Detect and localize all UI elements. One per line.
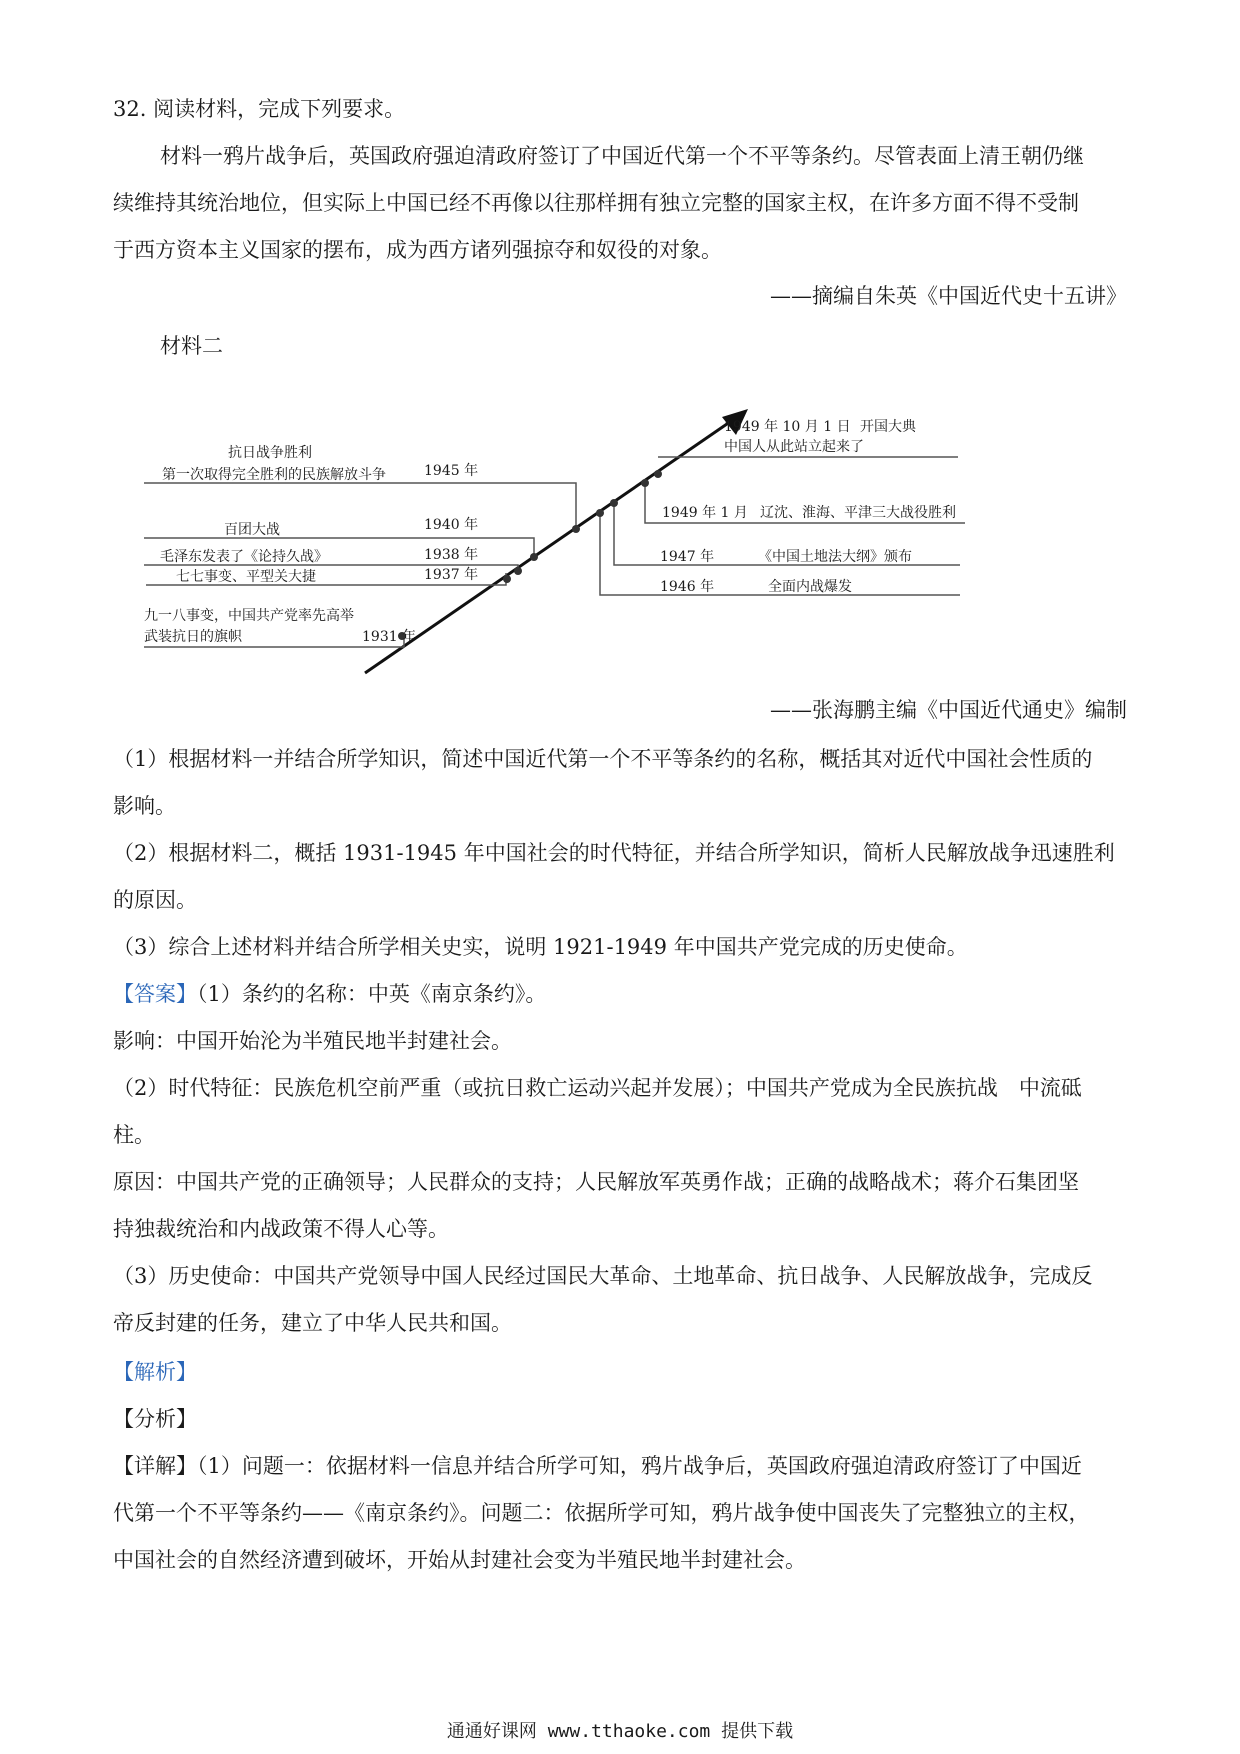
- answer-line: 影响：中国开始沦为半殖民地半封建社会。: [113, 1029, 512, 1053]
- event-1931-text: 武装抗日的旗帜: [144, 629, 242, 645]
- timeline-point-1937: [503, 575, 511, 583]
- prompt-line: （1）根据材料一并结合所学知识，简述中国近代第一个不平等条约的名称，概括其对近代中国社会性质的: [113, 747, 1093, 771]
- event-1945-year: 1945 年: [424, 463, 479, 479]
- event-1937-year: 1937 年: [424, 567, 479, 583]
- timeline-point-1946: [596, 509, 604, 517]
- event-1946-year: 1946 年: [660, 579, 715, 595]
- answer-line: 原因：中国共产党的正确领导；人民群众的支持；人民解放军英勇作战；正确的战略战术；蒋介石集团坚: [113, 1170, 1079, 1194]
- event-1946-text: 全面内战爆发: [768, 579, 852, 595]
- event-1947-year: 1947 年: [660, 549, 715, 565]
- event-1947-text: 《中国土地法大纲》颁布: [758, 549, 912, 565]
- detail-line: 代第一个不平等条约——《南京条约》。问题二：依据所学可知，鸦片战争使中国丧失了完整独立的主权，: [113, 1501, 1090, 1525]
- event-1945-text: 第一次取得完全胜利的民族解放斗争: [162, 467, 386, 483]
- page-footer: 通通好课网 www.tthaoke.com 提供下载: [446, 1721, 794, 1742]
- answer-line: （1）条约的名称：中英《南京条约》。: [197, 982, 547, 1006]
- analysis-fenxi: 【分析】: [113, 1407, 197, 1431]
- answer-line: 帝反封建的任务，建立了中华人民共和国。: [113, 1311, 512, 1335]
- material1-line: 续维持其统治地位，但实际上中国已经不再像以往那样拥有独立完整的国家主权，在许多方面不得不受制: [113, 191, 1079, 215]
- event-1949-10-year: 1949 年 10 月 1 日: [724, 419, 851, 435]
- event-1938-text: 毛泽东发表了《论持久战》: [160, 549, 328, 565]
- event-1931-text: 九一八事变，中国共产党率先高举: [144, 608, 354, 624]
- event-1949-1-text: 辽沈、淮海、平津三大战役胜利: [760, 505, 956, 521]
- prompt-line: （2）根据材料二，概括 1931-1945 年中国社会的时代特征，并结合所学知识，简析人民解放战争迅速胜利: [113, 841, 1115, 865]
- timeline-point-1945: [572, 525, 580, 533]
- timeline-point-1938: [514, 567, 522, 575]
- event-1945-text: 抗日战争胜利: [228, 445, 312, 461]
- answer-line: 持独裁统治和内战政策不得人心等。: [113, 1217, 449, 1241]
- answer-tag: 【答案】: [113, 982, 197, 1006]
- timeline-diagram: [140, 395, 970, 685]
- event-1940-text: 百团大战: [224, 522, 280, 538]
- answer-line: （2）时代特征：民族危机空前严重（或抗日救亡运动兴起并发展）；中国共产党成为全民族抗战 中流砥: [113, 1076, 1082, 1100]
- detail-line: （1）问题一：依据材料一信息并结合所学可知，鸦片战争后，英国政府强迫清政府签订了中国近: [197, 1454, 1082, 1478]
- analysis-tag: 【解析】: [113, 1360, 197, 1384]
- prompt-line: 影响。: [113, 794, 176, 818]
- bracket-1945: [144, 483, 576, 527]
- event-1949-10-text2: 中国人从此站立起来了: [724, 439, 864, 455]
- prompt-line: 的原因。: [113, 888, 197, 912]
- detail-line-first: [113, 1452, 1082, 1480]
- material2-label: 材料二: [160, 334, 223, 358]
- material1-line: 于西方资本主义国家的摆布，成为西方诸列强掠夺和奴役的对象。: [113, 238, 722, 262]
- timeline-point-1949-1: [641, 479, 649, 487]
- event-1931-year: 1931 年: [362, 629, 417, 645]
- timeline-axis: [365, 415, 740, 673]
- timeline-point-1940: [530, 553, 538, 561]
- event-1938-year: 1938 年: [424, 547, 479, 563]
- detail-line: 中国社会的自然经济遭到破坏，开始从封建社会变为半殖民地半封建社会。: [113, 1548, 806, 1572]
- event-1949-10-text: 开国大典: [860, 419, 916, 435]
- timeline-point-1947: [610, 499, 618, 507]
- material1-line: 材料一鸦片战争后，英国政府强迫清政府签订了中国近代第一个不平等条约。尽管表面上清王朝仍继: [160, 144, 1084, 168]
- detail-tag: 【详解】: [113, 1454, 197, 1478]
- question-title: 32. 阅读材料，完成下列要求。: [113, 97, 406, 121]
- event-1937-text: 七七事变、平型关大捷: [176, 569, 316, 585]
- answer-line-first: [113, 980, 546, 1008]
- event-1949-1-year: 1949 年 1 月: [662, 505, 748, 521]
- timeline-point-1949-10: [654, 470, 662, 478]
- event-1940-year: 1940 年: [424, 517, 479, 533]
- answer-line: （3）历史使命：中国共产党领导中国人民经过国民大革命、土地革命、抗日战争、人民解放战争，完成反: [113, 1264, 1093, 1288]
- answer-line: 柱。: [113, 1123, 155, 1147]
- material1-source: ——摘编自朱英《中国近代史十五讲》: [770, 284, 1127, 308]
- prompt-line: （3）综合上述材料并结合所学相关史实，说明 1921-1949 年中国共产党完成的历史使命。: [113, 935, 968, 959]
- material2-source: ——张海鹏主编《中国近代通史》编制: [770, 698, 1127, 722]
